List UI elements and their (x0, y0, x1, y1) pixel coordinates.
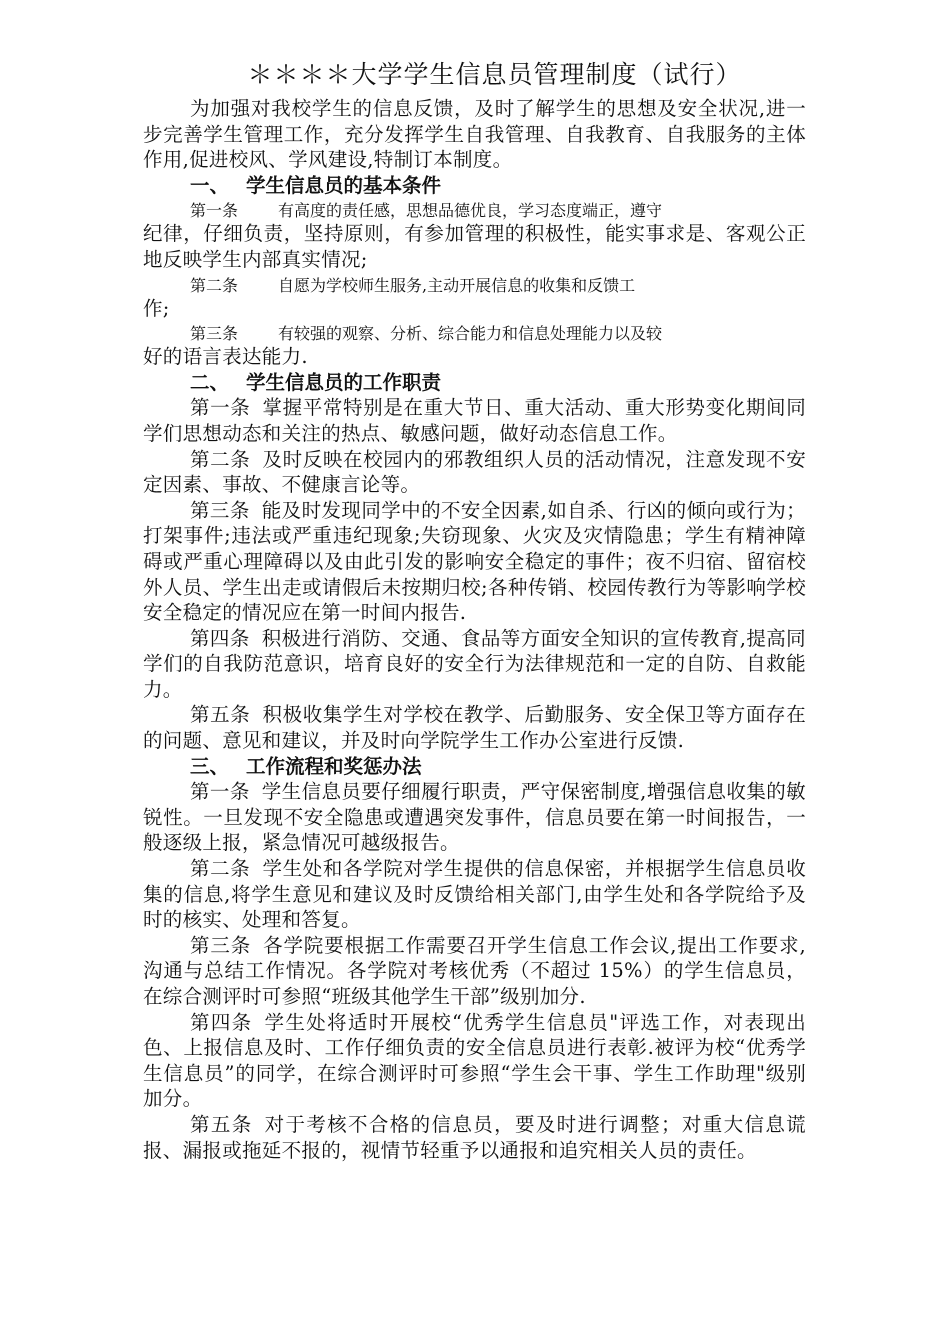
section-heading (143, 370, 806, 396)
article-first-line (143, 321, 806, 344)
article-text: 对于考核不合格的信息员，要及时进行调整；对重大信息谎报、漏报或拖延不报的，视情节轻重予以通报和追究相关人员的责任。 (143, 1112, 806, 1162)
article-number: 第二条 (190, 447, 251, 471)
section-number: 二、 (190, 370, 230, 394)
article-number: 第五条 (190, 703, 251, 727)
section-number: 三、 (190, 754, 230, 778)
article-number: 第五条 (190, 1112, 253, 1136)
document-title: ＊＊＊＊大学学生信息员管理制度（试行） (247, 60, 742, 89)
article-number: 第三条 (190, 933, 252, 957)
article-continuation: 好的语言表达能力. (143, 345, 308, 369)
article-paragraph (143, 395, 806, 446)
article-paragraph (143, 1010, 806, 1112)
article-text: 及时反映在校园内的邪教组织人员的活动情况，注意发现不安定因素、事故、不健康言论等。 (143, 447, 806, 497)
section-heading (143, 173, 806, 199)
article-number: 第三条 (190, 498, 250, 522)
article-continuation: 作; (143, 296, 170, 320)
document-page (143, 58, 806, 1163)
article-number: 第一条 (190, 396, 251, 420)
intro-paragraph: 为加强对我校学生的信息反馈，及时了解学生的思想及安全状况,进一步完善学生管理工作，充分发挥学生自我管理、自我教育、自我服务的主体作用,促进校风、学风建设,特制订本制度。 (143, 97, 806, 172)
article-text: 能及时发现同学中的不安全因素,如自杀、行凶的倾向或行为；打架事件;违法或严重违纪现象;失窃现象、火灾及灾情隐患；学生有精神障碍或严重心理障碍以及由此引发的影响安全稳定的事件；夜不归宿、留宿校外人员、学生出走或请假后未按期归校;各种传销、校园传教行为等影响学校安全稳定的情况应在第一时间内报告. (143, 498, 806, 625)
article-text: 掌握平常特别是在重大节日、重大活动、重大形势变化期间同学们思想动态和关注的热点、敏感问题，做好动态信息工作。 (143, 396, 806, 445)
article-first-line (143, 273, 806, 296)
article-number: 第一条 (190, 780, 250, 804)
article-continuation: 纪律，仔细负责，坚持原则，有参加管理的积极性，能实事求是、客观公正地反映学生内部真实情况; (143, 222, 806, 271)
article-text: 积极进行消防、交通、食品等方面安全知识的宣传教育,提高同学们的自我防范意识，培育良好的安全行为法律规范和一定的自防、自救能力。 (143, 626, 806, 701)
article-first-line (143, 198, 806, 221)
article-number: 第四条 (190, 626, 250, 650)
article-number: 第二条 (190, 857, 251, 881)
article-text: 学生处和各学院对学生提供的信息保密，并根据学生信息员收集的信息,将学生意见和建议及时反馈给相关部门,由学生处和各学院给予及时的核实、处理和答复。 (143, 857, 806, 932)
article-number: 第一条 (190, 201, 239, 221)
article-number: 第二条 (190, 275, 239, 295)
article-paragraph (143, 933, 806, 1010)
section-title: 学生信息员的工作职责 (246, 370, 442, 394)
section-heading (143, 754, 806, 780)
article-text: 各学院要根据工作需要召开学生信息工作会议,提出工作要求,沟通与总结工作情况。各学院对考核优秀（不超过 15%）的学生信息员，在综合测评时可参照“班级其他学生干部”级别加分. (143, 933, 806, 1008)
section-title: 学生信息员的基本条件 (246, 173, 442, 197)
article-paragraph (143, 498, 806, 626)
article-text: 有较强的观察、分析、综合能力和信息处理能力以及较 (278, 324, 663, 344)
section-number: 一、 (190, 173, 230, 197)
article-text: 自愿为学校师生服务,主动开展信息的收集和反馈工 (278, 275, 636, 295)
section-title: 工作流程和奖惩办法 (246, 754, 422, 778)
article-text: 学生信息员要仔细履行职责，严守保密制度,增强信息收集的敏锐性。一旦发现不安全隐患或遭遇突发事件，信息员要在第一时间报告，一般逐级上报，紧急情况可越级报告。 (143, 780, 806, 855)
article-paragraph (143, 626, 806, 703)
article-number: 第三条 (190, 324, 239, 344)
article-text: 有高度的责任感，思想品德优良，学习态度端正，遵守 (278, 201, 663, 221)
article-number: 第四条 (190, 1010, 253, 1034)
article-paragraph (143, 702, 806, 753)
article-paragraph (143, 447, 806, 498)
article-text: 学生处将适时开展校“优秀学生信息员"评选工作，对表现出色、上报信息及时、工作仔细负责的安全信息员进行表彰.被评为校“优秀学生信息员”的同学，在综合测评时可参照“学生会干事、学生工作助理"级别加分。 (143, 1010, 806, 1111)
article-text: 积极收集学生对学校在教学、后勤服务、安全保卫等方面存在的问题、意见和建议，并及时向学院学生工作办公室进行反馈. (143, 703, 806, 753)
article-paragraph (143, 856, 806, 933)
article-paragraph (143, 1112, 806, 1163)
article-paragraph (143, 779, 806, 856)
